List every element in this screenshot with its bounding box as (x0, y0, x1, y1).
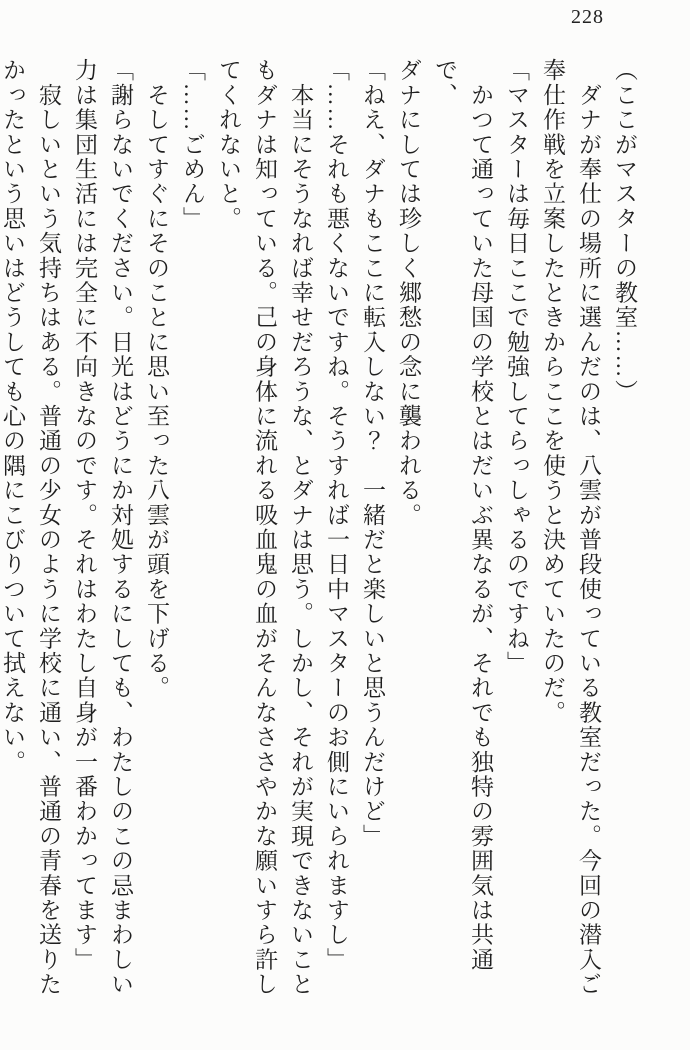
text-line: 「マスターは毎日ここで勉強してらっしゃるのですね」 (504, 58, 529, 676)
page-number: 228 (571, 6, 604, 28)
text-line: 寂しいという気持ちはある。普通の少女のように学校に通い、普通の青春を送りた (36, 58, 61, 997)
text-line: （ここがマスターの教室……） (612, 58, 637, 404)
text-line: 「ねえ、ダナもここに転入しない？ 一緒だと楽しいと思うんだけど」 (360, 58, 385, 849)
text-line: 力は集団生活には完全に不向きなのです。それはわたし自身が一番わかってます」 (72, 58, 97, 972)
text-line: 「……それも悪くないですね。そうすれば一日中マスターのお側にいられますし」 (324, 58, 349, 972)
text-block (0, 58, 642, 1013)
text-line: 本当にそうなれば幸せだろうな、とダナは思う。しかし、それが実現できないこと (288, 58, 313, 997)
text-line: 「謝らないでください。日光はどうにか対処するにしても、わたしのこの忌まわしい (108, 58, 133, 997)
text-line: ダナが奉仕の場所に選んだのは、八雲が普段使っている教室だった。今回の潜入ご (576, 58, 601, 997)
text-line: もダナは知っている。己の身体に流れる吸血鬼の血がそんなささやかな願いすら許し (252, 58, 277, 997)
text-line: てくれないと。 (216, 58, 241, 231)
text-line: そしてすぐにそのことに思い至った八雲が頭を下げる。 (144, 58, 169, 701)
text-line: かったという思いはどうしても心の隅にこびりついて拭えない。 (0, 58, 25, 775)
text-line: かつて通っていた母国の学校とはだいぶ異なるが、それでも独特の雰囲気は共通で、 (432, 58, 493, 972)
text-line: 「……ごめん」 (180, 58, 205, 231)
text-line: ダナにしては珍しく郷愁の念に襲われる。 (396, 58, 421, 528)
text-line: 奉仕作戦を立案したときからここを使うと決めていたのだ。 (540, 58, 565, 725)
